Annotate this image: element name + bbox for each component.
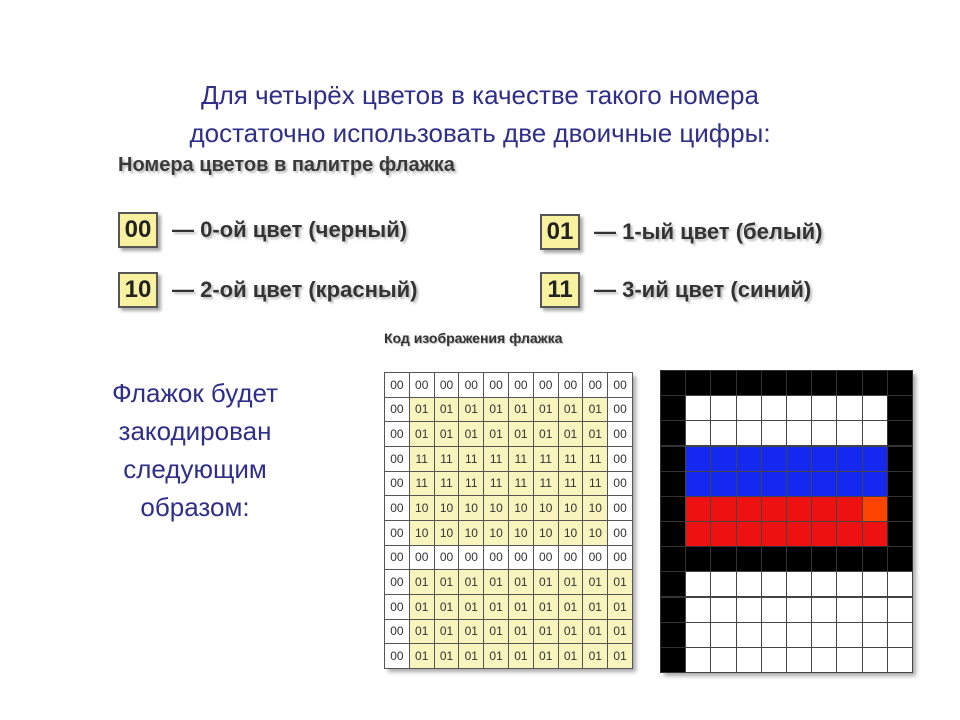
code-cell: 01 <box>582 619 608 645</box>
palette-title: Номера цветов в палитре флажка <box>118 154 455 176</box>
code-cell: 00 <box>607 520 633 546</box>
code-cell: 01 <box>508 594 534 620</box>
code-cell: 01 <box>409 397 435 423</box>
flag-pixel <box>811 597 837 623</box>
code-cell: 00 <box>607 421 633 447</box>
flag-pixel <box>710 622 736 648</box>
flag-pixel <box>836 647 862 673</box>
code-cell: 00 <box>409 372 435 398</box>
code-cell: 10 <box>434 520 460 546</box>
flag-pixel <box>786 446 812 472</box>
code-cell: 10 <box>409 520 435 546</box>
flag-pixel <box>761 647 787 673</box>
code-cell: 11 <box>458 446 484 472</box>
heading <box>0 76 960 152</box>
code-cell: 00 <box>384 397 410 423</box>
caption-line-3: следующим <box>123 454 267 484</box>
code-cell: 01 <box>558 569 584 595</box>
flag-pixel <box>862 622 888 648</box>
flag-pixel <box>710 471 736 497</box>
code-cell: 10 <box>458 520 484 546</box>
code-cell: 01 <box>458 569 484 595</box>
flag-pixel <box>836 622 862 648</box>
flag-pixel <box>862 471 888 497</box>
code-cell: 00 <box>384 421 410 447</box>
flag-pixel <box>710 647 736 673</box>
palette-entry-red <box>118 272 418 308</box>
code-cell: 10 <box>558 495 584 521</box>
code-cell: 01 <box>607 594 633 620</box>
code-cell: 00 <box>582 545 608 571</box>
flag-pixel <box>761 496 787 522</box>
code-cell: 11 <box>533 446 559 472</box>
code-cell: 01 <box>434 397 460 423</box>
flag-pixel <box>660 521 686 547</box>
flag-pixel <box>710 521 736 547</box>
palette-description: — 1-ый цвет (белый) <box>594 219 823 244</box>
code-cell: 10 <box>533 520 559 546</box>
flag-pixel <box>862 446 888 472</box>
code-cell: 10 <box>483 495 509 521</box>
flag-pixel <box>811 370 837 396</box>
code-cell: 00 <box>607 495 633 521</box>
code-cell: 00 <box>607 446 633 472</box>
flag-pixel <box>710 420 736 446</box>
code-cell: 01 <box>533 569 559 595</box>
flag-pixel <box>887 395 913 421</box>
flag-pixel <box>836 496 862 522</box>
code-cell: 00 <box>508 372 534 398</box>
code-cell: 01 <box>409 643 435 669</box>
code-cell: 10 <box>558 520 584 546</box>
flag-pixel <box>761 622 787 648</box>
flag-pixel <box>862 647 888 673</box>
flag-pixel <box>761 446 787 472</box>
code-cell: 01 <box>607 643 633 669</box>
flag-pixel <box>660 496 686 522</box>
caption-line-2: закодирован <box>118 416 272 446</box>
flag-pixel <box>887 597 913 623</box>
palette-code-box: 01 <box>540 214 580 250</box>
flag-pixel <box>887 420 913 446</box>
code-cell: 01 <box>533 643 559 669</box>
flag-pixel <box>862 395 888 421</box>
flag-pixel <box>811 420 837 446</box>
flag-pixel <box>761 546 787 572</box>
code-cell: 01 <box>533 619 559 645</box>
flag-pixel <box>836 546 862 572</box>
flag-pixel <box>887 496 913 522</box>
flag-pixel <box>811 647 837 673</box>
palette-entry-black <box>118 212 407 248</box>
flag-pixel <box>836 571 862 597</box>
code-cell: 01 <box>434 569 460 595</box>
flag-pixel <box>736 571 762 597</box>
flag-pixel <box>786 420 812 446</box>
code-cell: 01 <box>434 594 460 620</box>
code-cell: 10 <box>458 495 484 521</box>
code-cell: 00 <box>384 495 410 521</box>
code-cell: 11 <box>483 446 509 472</box>
flag-pixel <box>685 571 711 597</box>
code-cell: 00 <box>409 545 435 571</box>
flag-pixel <box>685 647 711 673</box>
code-cell: 01 <box>458 594 484 620</box>
flag-pixel <box>660 395 686 421</box>
code-cell: 01 <box>409 421 435 447</box>
flag-pixel <box>811 446 837 472</box>
palette-code-box: 10 <box>118 272 158 308</box>
code-cell: 11 <box>558 446 584 472</box>
flag-pixel <box>836 521 862 547</box>
code-cell: 01 <box>558 594 584 620</box>
heading-line-1: Для четырёх цветов в качестве такого номера <box>201 80 759 110</box>
code-cell: 01 <box>533 421 559 447</box>
flag-pixel <box>685 546 711 572</box>
code-cell: 00 <box>384 619 410 645</box>
palette-code-box: 00 <box>118 212 158 248</box>
code-cell: 11 <box>434 471 460 497</box>
code-cell: 00 <box>607 372 633 398</box>
palette-description: — 3-ий цвет (синий) <box>594 277 812 302</box>
flag-pixel <box>685 420 711 446</box>
code-cell: 10 <box>409 495 435 521</box>
caption-line-4: образом: <box>140 492 250 522</box>
flag-pixel <box>862 521 888 547</box>
flag-pixel <box>862 597 888 623</box>
flag-pixel <box>887 571 913 597</box>
code-cell: 01 <box>434 421 460 447</box>
code-cell: 01 <box>533 397 559 423</box>
code-cell: 00 <box>384 643 410 669</box>
flag-pixel <box>761 420 787 446</box>
flag-pixel <box>786 571 812 597</box>
flag-pixel <box>836 420 862 446</box>
flag-pixel <box>786 546 812 572</box>
code-cell: 11 <box>483 471 509 497</box>
code-cell: 11 <box>508 471 534 497</box>
flag-pixel <box>660 471 686 497</box>
flag-pixel <box>660 420 686 446</box>
heading-line-2: достаточно использовать две двоичные цифры: <box>189 118 771 148</box>
flag-pixel <box>887 521 913 547</box>
flag-pixel <box>736 471 762 497</box>
code-cell: 10 <box>533 495 559 521</box>
flag-pixel <box>836 395 862 421</box>
flag-pixel <box>710 496 736 522</box>
flag-pixel <box>660 622 686 648</box>
flag-pixel <box>786 647 812 673</box>
flag-pixel <box>836 597 862 623</box>
flag-pixel <box>761 370 787 396</box>
code-cell: 01 <box>558 643 584 669</box>
code-cell: 11 <box>409 471 435 497</box>
flag-pixel <box>710 446 736 472</box>
code-cell: 11 <box>533 471 559 497</box>
flag-pixel <box>660 571 686 597</box>
caption <box>70 374 320 526</box>
palette-code-box: 11 <box>540 272 580 308</box>
flag-pixel <box>660 546 686 572</box>
code-cell: 00 <box>607 397 633 423</box>
flag-pixel <box>811 395 837 421</box>
code-cell: 00 <box>458 372 484 398</box>
flag-pixel <box>685 395 711 421</box>
code-cell: 01 <box>409 619 435 645</box>
flag-pixel <box>710 370 736 396</box>
code-cell: 00 <box>434 372 460 398</box>
flag-pixel <box>862 420 888 446</box>
code-cell: 00 <box>384 471 410 497</box>
code-cell: 10 <box>483 520 509 546</box>
code-cell: 00 <box>558 372 584 398</box>
flag-pixel <box>736 420 762 446</box>
code-cell: 01 <box>483 643 509 669</box>
code-cell: 11 <box>558 471 584 497</box>
code-cell: 00 <box>384 594 410 620</box>
code-cell: 01 <box>607 569 633 595</box>
code-cell: 00 <box>384 569 410 595</box>
code-cell: 01 <box>582 643 608 669</box>
flag-pixel <box>660 446 686 472</box>
code-cell: 01 <box>508 397 534 423</box>
code-cell: 00 <box>384 520 410 546</box>
code-cell: 00 <box>558 545 584 571</box>
flag-pixel <box>887 647 913 673</box>
code-cell: 00 <box>458 545 484 571</box>
flag-pixel <box>887 471 913 497</box>
flag-pixel <box>836 446 862 472</box>
code-cell: 00 <box>384 446 410 472</box>
code-cell: 01 <box>434 643 460 669</box>
flag-pixel <box>685 521 711 547</box>
code-cell: 01 <box>582 421 608 447</box>
flag-pixel <box>786 471 812 497</box>
code-cell: 00 <box>434 545 460 571</box>
flag-pixel <box>710 395 736 421</box>
flag-pixel <box>887 370 913 396</box>
code-cell: 01 <box>558 397 584 423</box>
code-cell: 01 <box>483 619 509 645</box>
flag-pixel <box>786 395 812 421</box>
code-cell: 10 <box>582 520 608 546</box>
code-cell: 01 <box>582 569 608 595</box>
code-cell: 00 <box>607 471 633 497</box>
code-cell: 01 <box>483 569 509 595</box>
code-cell: 11 <box>582 471 608 497</box>
code-cell: 00 <box>384 372 410 398</box>
flag-pixel <box>761 521 787 547</box>
flag-pixel-grid <box>660 370 912 672</box>
code-cell: 01 <box>508 421 534 447</box>
flag-pixel <box>761 395 787 421</box>
code-cell: 01 <box>582 397 608 423</box>
flag-pixel <box>685 496 711 522</box>
flag-pixel <box>660 597 686 623</box>
code-cell: 01 <box>458 643 484 669</box>
flag-pixel <box>660 370 686 396</box>
flag-pixel <box>811 496 837 522</box>
flag-pixel <box>811 471 837 497</box>
flag-pixel <box>761 571 787 597</box>
code-cell: 11 <box>582 446 608 472</box>
flag-pixel <box>836 370 862 396</box>
flag-pixel <box>811 622 837 648</box>
flag-pixel <box>660 647 686 673</box>
code-cell: 00 <box>533 372 559 398</box>
flag-pixel <box>685 446 711 472</box>
code-cell: 10 <box>508 495 534 521</box>
caption-line-1: Флажок будет <box>111 378 279 408</box>
code-cell: 00 <box>508 545 534 571</box>
flag-pixel <box>761 471 787 497</box>
code-cell: 10 <box>434 495 460 521</box>
flag-pixel <box>811 571 837 597</box>
flag-pixel <box>761 597 787 623</box>
palette-entry-white <box>540 214 822 250</box>
code-grid <box>384 372 632 668</box>
code-cell: 01 <box>508 643 534 669</box>
flag-pixel <box>736 546 762 572</box>
code-cell: 01 <box>409 569 435 595</box>
code-cell: 00 <box>533 545 559 571</box>
code-cell: 01 <box>434 619 460 645</box>
code-cell: 00 <box>607 545 633 571</box>
palette-entry-blue <box>540 272 811 308</box>
flag-pixel <box>736 622 762 648</box>
palette-description: — 0-ой цвет (черный) <box>172 217 408 242</box>
flag-pixel <box>710 571 736 597</box>
flag-pixel <box>887 546 913 572</box>
code-cell: 01 <box>508 619 534 645</box>
code-cell: 01 <box>458 619 484 645</box>
code-cell: 11 <box>409 446 435 472</box>
flag-pixel <box>811 521 837 547</box>
flag-pixel <box>736 395 762 421</box>
code-cell: 01 <box>458 421 484 447</box>
code-cell: 01 <box>607 619 633 645</box>
flag-pixel <box>862 370 888 396</box>
code-cell: 01 <box>483 397 509 423</box>
code-cell: 01 <box>508 569 534 595</box>
flag-pixel <box>710 546 736 572</box>
code-cell: 01 <box>558 421 584 447</box>
code-cell: 01 <box>483 594 509 620</box>
flag-pixel <box>836 471 862 497</box>
flag-pixel <box>736 496 762 522</box>
code-cell: 11 <box>508 446 534 472</box>
code-cell: 01 <box>409 594 435 620</box>
code-cell: 10 <box>508 520 534 546</box>
code-cell: 01 <box>458 397 484 423</box>
flag-pixel <box>685 597 711 623</box>
flag-pixel <box>736 446 762 472</box>
code-cell: 01 <box>582 594 608 620</box>
code-cell: 11 <box>434 446 460 472</box>
code-cell: 00 <box>483 372 509 398</box>
code-cell: 00 <box>582 372 608 398</box>
flag-pixel <box>786 370 812 396</box>
flag-pixel <box>786 597 812 623</box>
code-image-title: Код изображения флажка <box>384 330 563 346</box>
flag-pixel <box>685 471 711 497</box>
flag-pixel <box>736 370 762 396</box>
code-cell: 11 <box>458 471 484 497</box>
code-cell: 01 <box>533 594 559 620</box>
flag-pixel <box>887 622 913 648</box>
flag-pixel <box>786 521 812 547</box>
code-cell: 10 <box>582 495 608 521</box>
flag-pixel <box>862 546 888 572</box>
flag-pixel <box>811 546 837 572</box>
flag-pixel <box>862 571 888 597</box>
flag-pixel <box>685 622 711 648</box>
flag-pixel <box>685 370 711 396</box>
palette-description: — 2-ой цвет (красный) <box>172 277 418 302</box>
flag-pixel <box>736 597 762 623</box>
code-cell: 00 <box>483 545 509 571</box>
code-cell: 01 <box>558 619 584 645</box>
flag-pixel <box>736 521 762 547</box>
flag-pixel <box>862 496 888 522</box>
flag-pixel <box>736 647 762 673</box>
code-cell: 00 <box>384 545 410 571</box>
flag-pixel <box>786 622 812 648</box>
flag-pixel <box>786 496 812 522</box>
flag-pixel <box>887 446 913 472</box>
flag-pixel <box>710 597 736 623</box>
code-cell: 01 <box>483 421 509 447</box>
